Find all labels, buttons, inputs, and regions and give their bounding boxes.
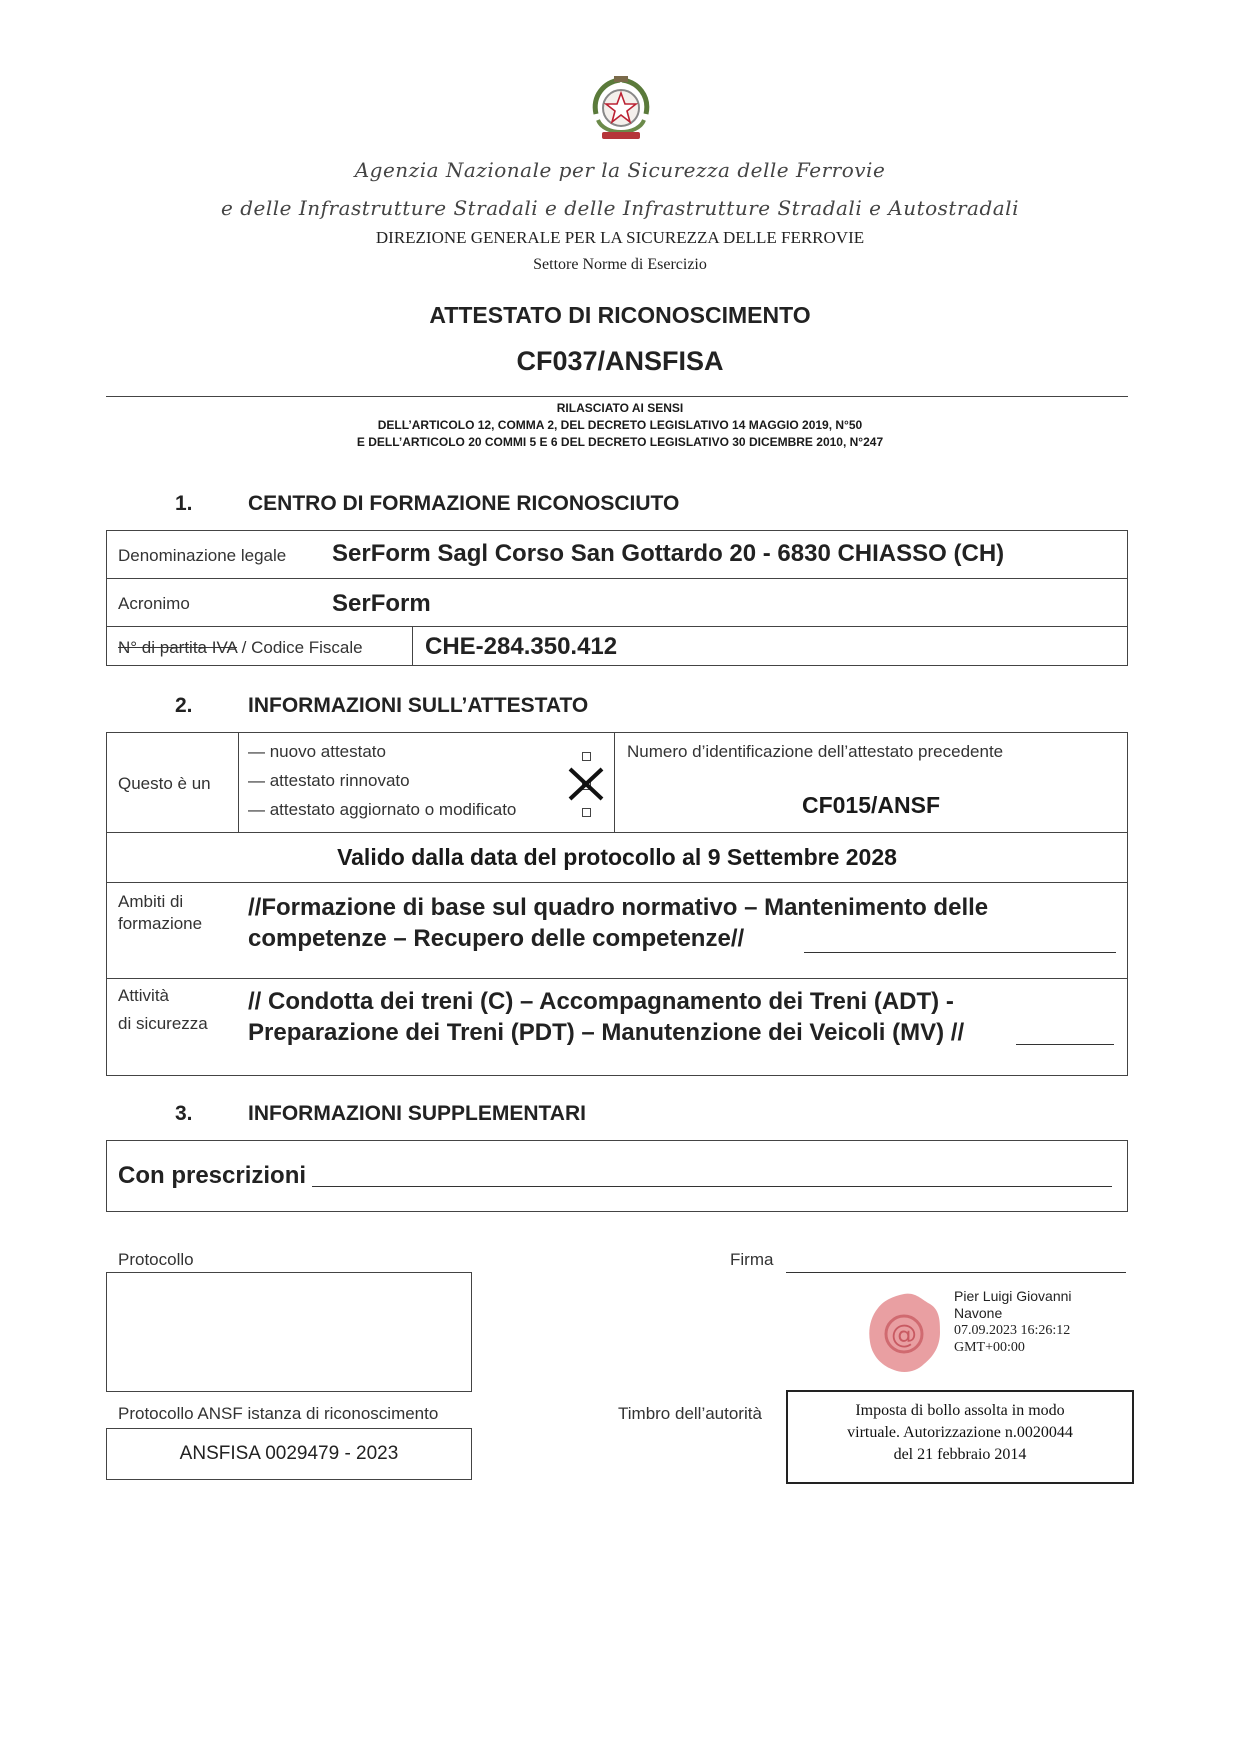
bollo-line3: del 21 febbraio 2014 (893, 1446, 1027, 1463)
ambiti-line1: //Formazione di base sul quadro normativo – Mantenimento delle (248, 894, 989, 921)
ambiti-label-1: Ambiti di (118, 892, 184, 911)
denominazione-label: Denominazione legale (118, 546, 287, 565)
protocollo-ansf-value: ANSFISA 0029479 - 2023 (179, 1443, 399, 1464)
digital-signature-seal-icon (864, 1290, 944, 1376)
document-title: ATTESTATO DI RICONOSCIMENTO (429, 302, 811, 328)
row-divider (106, 882, 1128, 883)
bollo-line1: Imposta di bollo assolta in modo (855, 1402, 1065, 1419)
firma-line (786, 1272, 1126, 1273)
attivita-label-1: Attività (118, 986, 170, 1005)
section3-number: 3. (175, 1102, 193, 1125)
protocollo-label: Protocollo (118, 1250, 194, 1269)
protocollo-ansf-label: Protocollo ANSF istanza di riconoscimento (118, 1404, 439, 1423)
protocollo-box (106, 1272, 472, 1392)
title-divider (106, 396, 1128, 397)
agency-name-line2: e delle Infrastrutture Stradali e delle Infrastrutture Stradali e Autostradali (221, 196, 1019, 220)
acronimo-value: SerForm (332, 590, 431, 617)
italian-republic-emblem (586, 74, 656, 148)
document-code: CF037/ANSFISA (516, 346, 724, 376)
legal-basis-line1: RILASCIATO AI SENSI (556, 401, 684, 415)
validity-text: Valido dalla data del protocollo al 9 Settembre 2028 (337, 844, 897, 870)
prev-id-value: CF015/ANSF (801, 792, 941, 818)
attivita-label-2: di sicurezza (118, 1014, 208, 1033)
col-divider (412, 626, 413, 666)
prescrizioni-fill-line (312, 1186, 1112, 1187)
section3-title: INFORMAZIONI SUPPLEMENTARI (248, 1102, 586, 1125)
section2-title: INFORMAZIONI SULL’ATTESTATO (248, 694, 589, 717)
attivita-fill-line (1016, 1044, 1114, 1045)
option-renewed: — attestato rinnovato (248, 771, 410, 790)
denominazione-value: SerForm Sagl Corso San Gottardo 20 - 6830 CHIASSO (CH) (332, 540, 1005, 567)
signer-name-1: Pier Luigi Giovanni (954, 1288, 1072, 1304)
legal-basis-line3: E DELL’ARTICOLO 20 COMMI 5 E 6 DEL DECRETO LEGISLATIVO 30 DICEMBRE 2010, N°247 (356, 435, 884, 449)
attivita-line2: Preparazione dei Treni (PDT) – Manutenzione dei Veicoli (MV) // (248, 1019, 965, 1046)
timbro-label: Timbro dell’autorità (618, 1404, 762, 1423)
bollo-line2: virtuale. Autorizzazione n.0020044 (847, 1424, 1073, 1441)
section1-number: 1. (175, 492, 193, 515)
checkbox-new[interactable] (582, 752, 591, 761)
col-divider (238, 732, 239, 832)
row-divider (106, 978, 1128, 979)
piva-label (118, 638, 363, 658)
acronimo-label: Acronimo (118, 594, 190, 613)
sector-title: Settore Norme di Esercizio (533, 256, 707, 273)
row-divider (106, 832, 1128, 833)
prev-id-label: Numero d’identificazione dell’attestato precedente (627, 742, 1004, 761)
row-divider (106, 578, 1128, 579)
ambiti-label-2: formazione (118, 914, 203, 933)
piva-label-struck: N° di partita IVA (118, 638, 237, 657)
attivita-line1: // Condotta dei treni (C) – Accompagnamento dei Treni (ADT) - (248, 988, 954, 1015)
firma-label: Firma (730, 1250, 774, 1269)
signer-date: 07.09.2023 16:26:12 (954, 1323, 1071, 1338)
signer-name-2: Navone (954, 1305, 1003, 1321)
section2-number: 2. (175, 694, 193, 717)
bollo-text (786, 1400, 1134, 1466)
option-new: — nuovo attestato (248, 742, 386, 761)
codice-fiscale-value: CHE-284.350.412 (425, 633, 618, 660)
piva-label-rest: / Codice Fiscale (236, 638, 363, 657)
signer-timezone: GMT+00:00 (954, 1340, 1025, 1355)
option-updated: — attestato aggiornato o modificato (248, 800, 517, 819)
legal-basis-line2: DELL’ARTICOLO 12, COMMA 2, DEL DECRETO LEGISLATIVO 14 MAGGIO 2019, N°50 (377, 418, 863, 432)
prescrizioni-text: Con prescrizioni (118, 1162, 307, 1189)
row-divider (106, 626, 1128, 627)
ambiti-fill-line (804, 952, 1116, 953)
signer-block (954, 1288, 1072, 1356)
direction-title: DIREZIONE GENERALE PER LA SICUREZZA DELLE FERROVIE (375, 228, 865, 247)
section1-title: CENTRO DI FORMAZIONE RICONOSCIUTO (248, 492, 680, 515)
svg-text:@: @ (891, 1320, 917, 1350)
questo-label: Questo è un (118, 774, 211, 793)
checkbox-updated[interactable] (582, 808, 591, 817)
cross-mark-icon (566, 766, 606, 802)
ambiti-line2: competenze – Recupero delle competenze// (248, 925, 745, 952)
agency-name-line1: Agenzia Nazionale per la Sicurezza delle Ferrovie (354, 158, 886, 182)
